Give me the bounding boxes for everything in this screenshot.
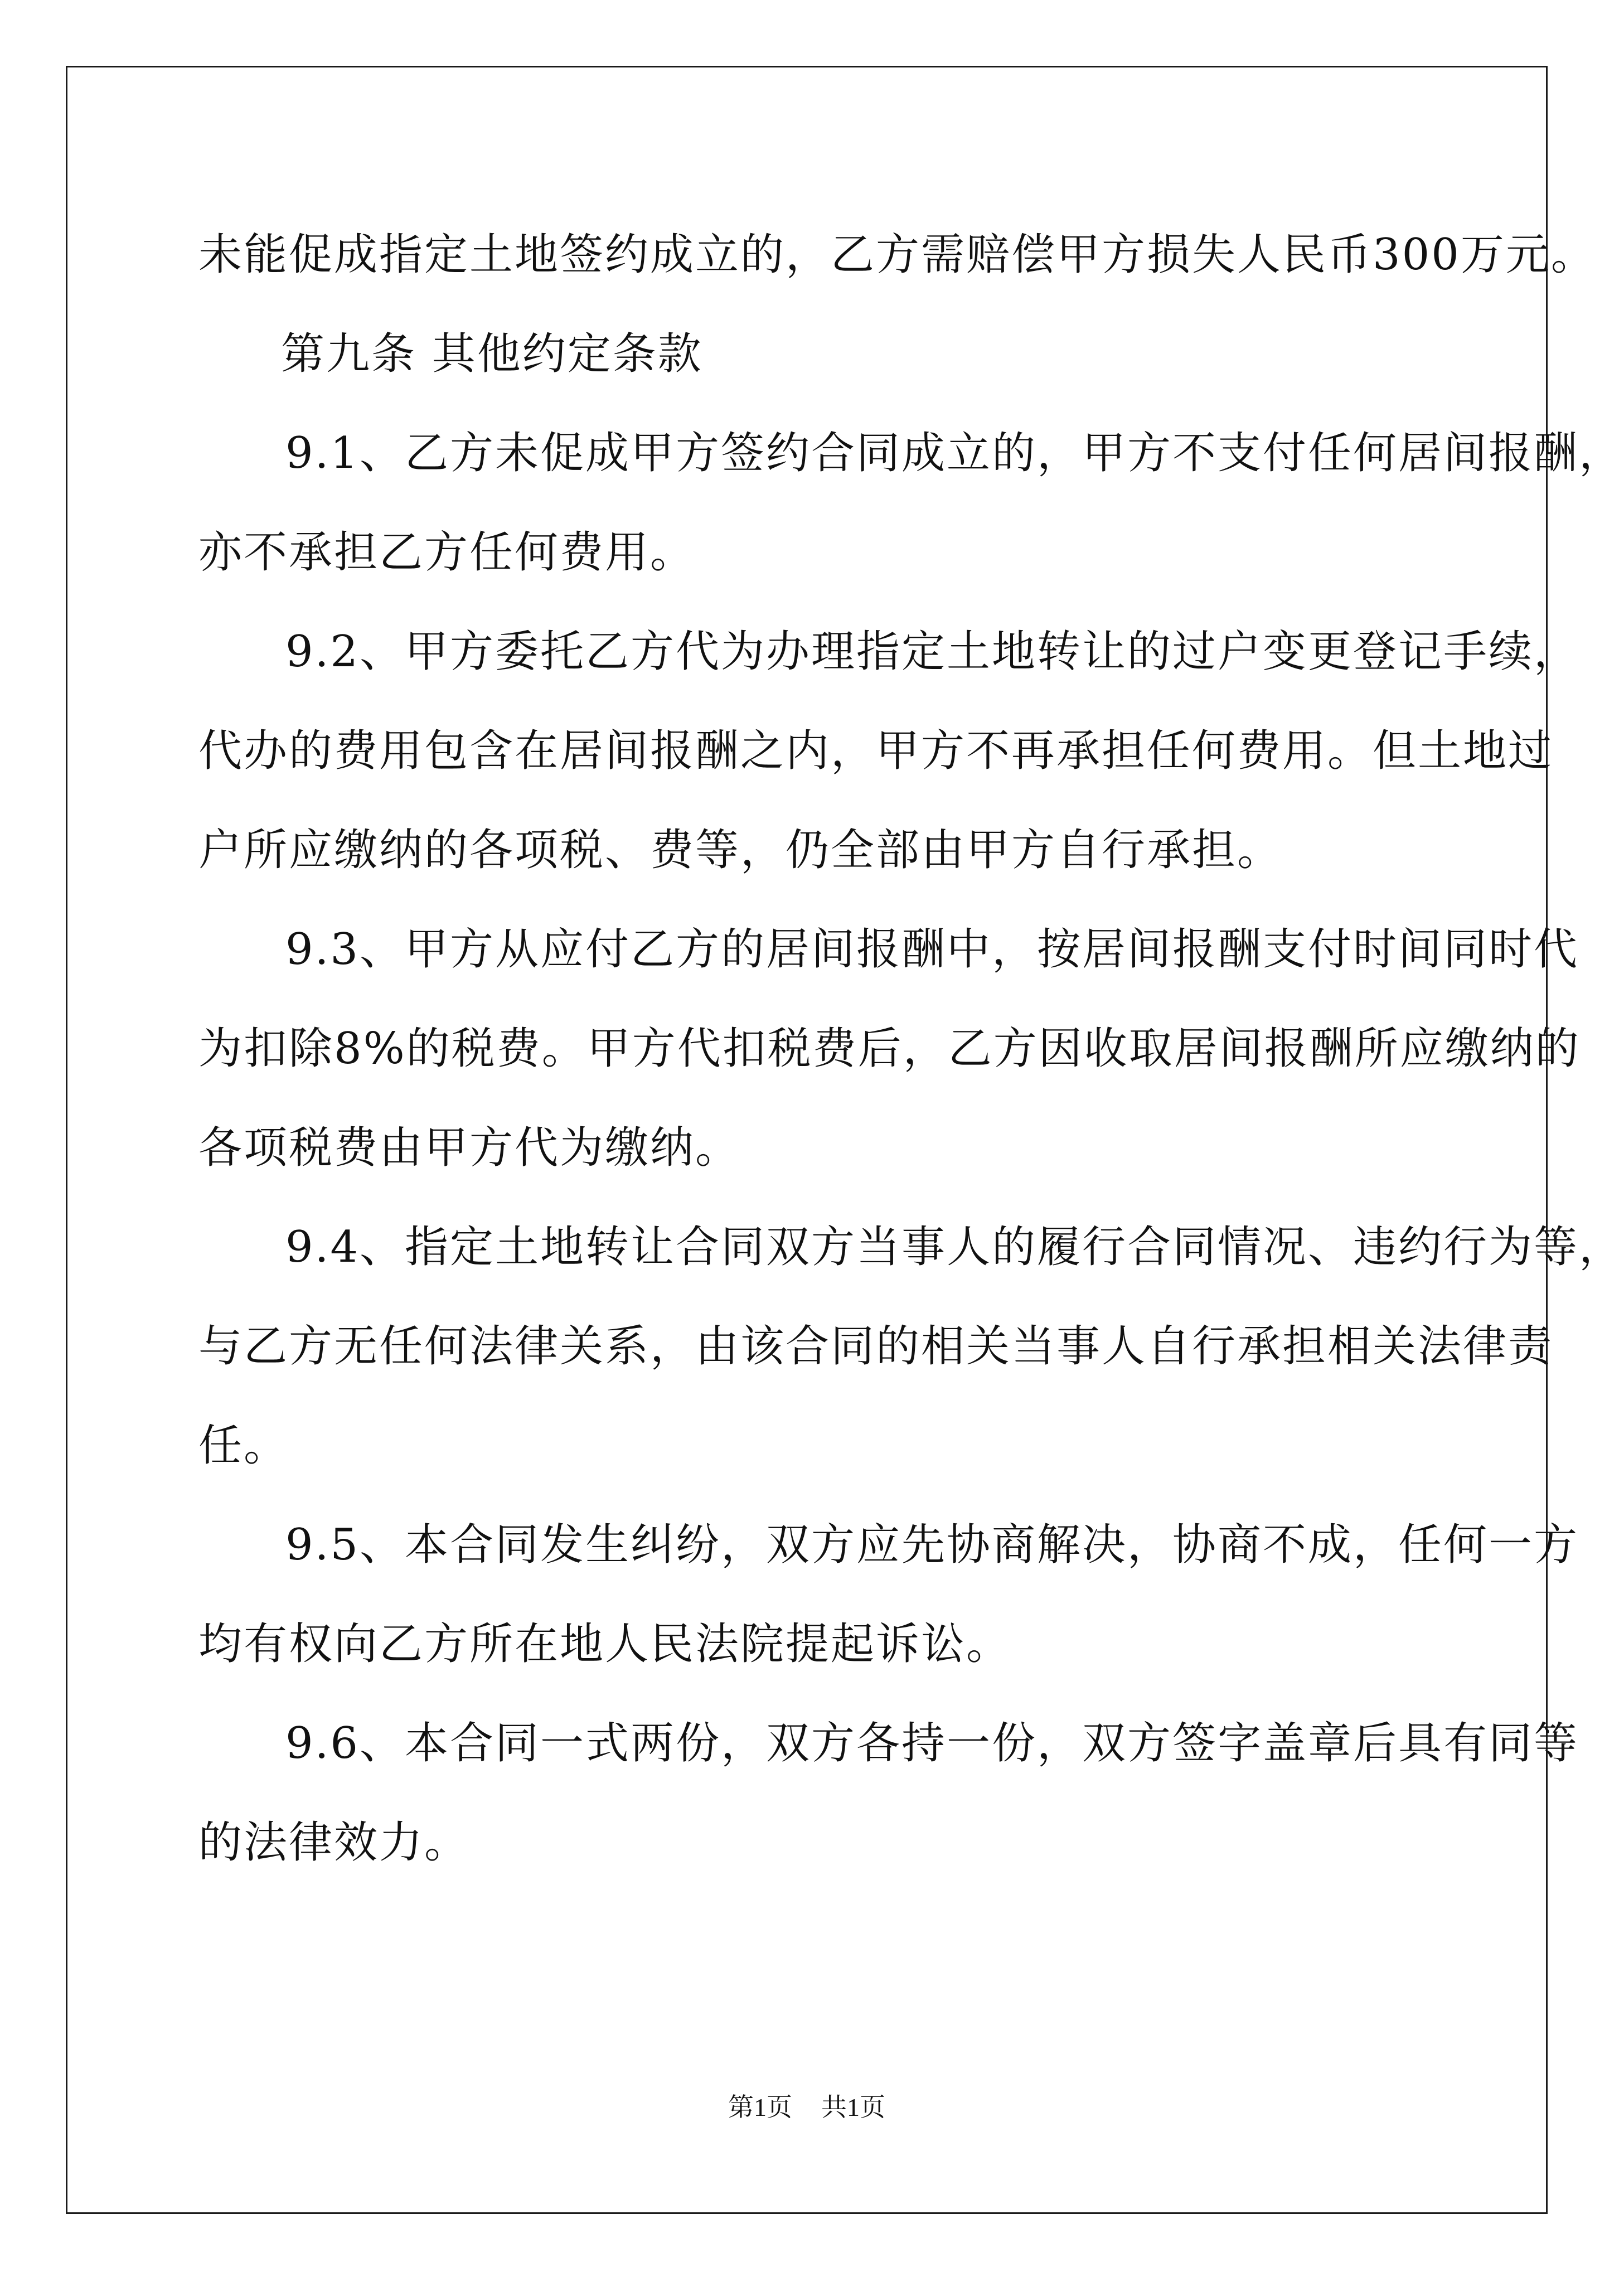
paragraph-line: 9.4、指定土地转让合同双方当事人的履行合同情况、违约行为等， [285,1222,1624,1272]
paragraph-line: 9.3、甲方从应付乙方的居间报酬中，按居间报酬支付时间同时代 [285,924,1579,975]
paragraph-line: 9.5、本合同发生纠纷，双方应先协商解决，协商不成，任何一方 [285,1520,1579,1570]
paragraph-line: 与乙方无任何法律关系，由该合同的相关当事人自行承担相关法律责 [198,1321,1554,1372]
paragraph-line: 的法律效力。 [198,1818,470,1868]
paragraph-line: 亦不承担乙方任何费用。 [198,527,696,578]
paragraph-line: 代办的费用包含在居间报酬之内，甲方不再承担任何费用。但土地过 [198,726,1554,776]
page-footer [0,2091,1613,2124]
paragraph-line: 9.2、甲方委托乙方代为办理指定土地转让的过户变更登记手续， [285,627,1579,677]
paragraph-line: 各项税费由甲方代为缴纳。 [198,1123,741,1173]
page-number-current: 第1页 [728,2093,792,2121]
paragraph-line: 户所应缴纳的各项税、费等，仍全部由甲方自行承担。 [198,825,1283,875]
section-heading: 第九条 其他约定条款 [281,329,703,379]
paragraph-line: 均有权向乙方所在地人民法院提起诉讼。 [198,1619,1012,1669]
page-number-total: 共1页 [821,2093,885,2121]
paragraph-line: 任。 [198,1421,289,1471]
paragraph-line: 未能促成指定土地签约成立的，乙方需赔偿甲方损失人民币300万元。 [198,230,1596,280]
paragraph-line: 为扣除8%的税费。甲方代扣税费后，乙方因收取居间报酬所应缴纳的 [198,1024,1581,1074]
paragraph-line: 9.6、本合同一式两份，双方各持一份，双方签字盖章后具有同等 [285,1718,1579,1769]
paragraph-line: 9.1、乙方未促成甲方签约合同成立的，甲方不支付任何居间报酬， [285,428,1624,478]
document-body [198,205,1624,1892]
